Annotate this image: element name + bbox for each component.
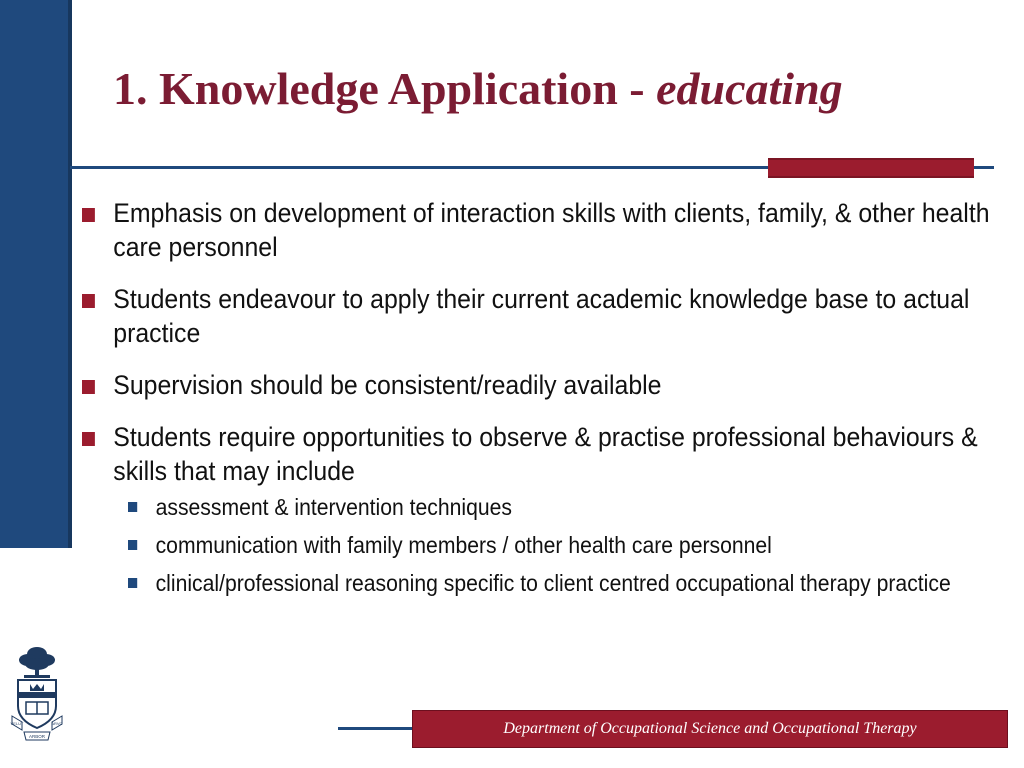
bullet-text: Emphasis on development of interaction skills with clients, family, & other health care personnel — [113, 198, 990, 262]
bullet-item — [82, 420, 1024, 598]
left-bar-edge — [68, 0, 72, 548]
crest-motto-left: VELUT — [10, 721, 24, 726]
bullet-text: Students endeavour to apply their current academic knowledge base to actual practice — [113, 284, 970, 348]
slide-title — [113, 64, 843, 115]
title-main: 1. Knowledge Application - — [113, 63, 645, 114]
footer-divider — [338, 727, 418, 730]
bullet-item — [82, 282, 1024, 350]
left-decorative-bar — [0, 0, 70, 548]
footer-banner — [412, 710, 1008, 748]
bullet-text: Students require opportunities to observe & practise professional behaviours & skills that may include — [113, 422, 978, 486]
university-crest-icon — [10, 644, 64, 752]
bullet-text: Supervision should be consistent/readily available — [113, 370, 662, 400]
footer-text: Department of Occupational Science and Occupational Therapy — [503, 720, 917, 737]
bullet-list — [82, 196, 1002, 616]
sub-bullet-list — [113, 492, 1024, 598]
sub-bullet-item: communication with family members / other health care personnel — [113, 530, 1024, 560]
sub-bullet-item: assessment & intervention techniques — [113, 492, 1024, 522]
title-subtitle: educating — [656, 63, 843, 114]
crest-motto-bottom: ARBOR — [28, 734, 46, 739]
sub-bullet-item: clinical/professional reasoning specific to client centred occupational therapy practice — [113, 568, 1024, 598]
crest-motto-right: ARVO — [51, 721, 63, 726]
bullet-item — [82, 368, 1024, 402]
bullet-item — [82, 196, 1024, 264]
title-accent-bar — [768, 158, 974, 178]
